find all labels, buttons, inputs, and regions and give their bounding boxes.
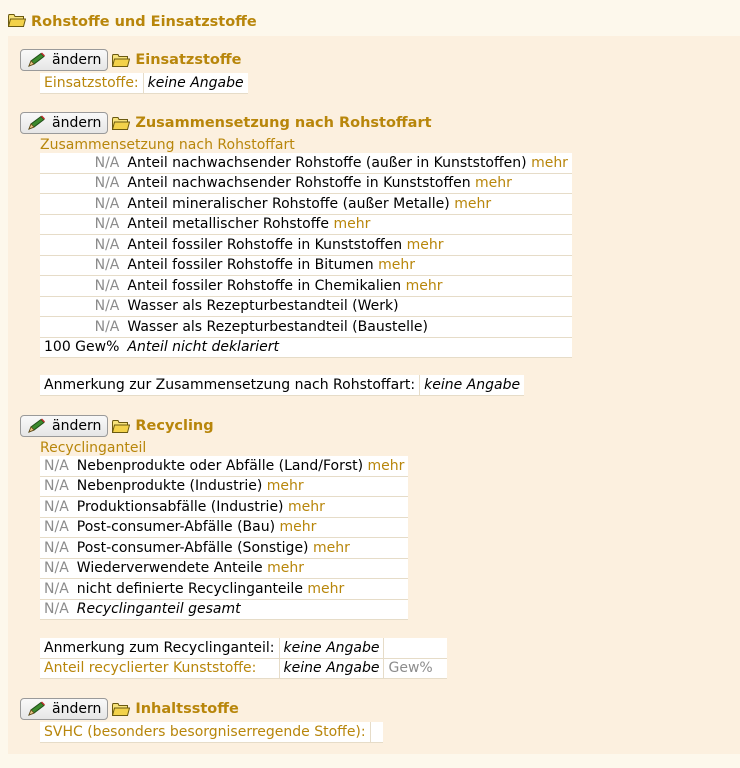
row-value: N/A (40, 153, 123, 173)
more-link[interactable]: mehr (367, 457, 405, 474)
edit-inhaltsstoffe-button[interactable]: ändern (20, 698, 108, 720)
row-value: N/A (40, 538, 73, 559)
folder-icon (112, 117, 130, 130)
row-value: N/A (40, 255, 123, 276)
page-title (8, 14, 257, 30)
einsatzstoffe-table (40, 73, 248, 94)
table-row (40, 337, 572, 358)
section-zusammensetzung-header (20, 111, 432, 135)
row-value: N/A (40, 497, 73, 518)
table-row (40, 317, 572, 338)
row-value: N/A (40, 579, 73, 600)
table-row (40, 517, 408, 538)
section-inhaltsstoffe-header (20, 697, 239, 721)
pencil-icon (27, 52, 47, 68)
inhaltsstoffe-table (40, 722, 383, 743)
pencil-icon (27, 701, 47, 717)
table-row (40, 722, 383, 742)
table-row (40, 476, 408, 497)
recycling-note-value: keine Angabe (279, 638, 384, 658)
table-row (40, 194, 572, 215)
row-value: N/A (40, 476, 73, 497)
table-row (40, 456, 408, 476)
table-row (40, 276, 572, 297)
row-value: N/A (40, 194, 123, 215)
more-link[interactable]: mehr (267, 560, 305, 577)
more-link[interactable]: mehr (307, 580, 345, 597)
section-title-recycling: Recycling (135, 418, 214, 434)
section-title-einsatzstoffe: Einsatzstoffe (135, 52, 242, 68)
table-row (40, 255, 572, 276)
note-value: keine Angabe (420, 375, 524, 395)
more-link[interactable]: mehr (406, 236, 444, 253)
row-value: N/A (40, 173, 123, 194)
table-row (40, 497, 408, 518)
folder-icon (112, 703, 130, 716)
einsatzstoffe-label: Einsatzstoffe: (40, 73, 143, 93)
more-link[interactable]: mehr (454, 195, 492, 212)
table-row (40, 214, 572, 235)
row-value: N/A (40, 276, 123, 297)
section-title-inhaltsstoffe: Inhaltsstoffe (135, 701, 239, 717)
table-row (40, 538, 408, 559)
section-title-zusammensetzung: Zusammensetzung nach Rohstoffart (135, 115, 432, 131)
folder-icon (112, 420, 130, 433)
folder-icon (112, 54, 130, 67)
edit-recycling-button[interactable]: ändern (20, 415, 108, 437)
row-label: Wasser als Rezepturbestandteil (Werk) (127, 298, 399, 315)
row-label: Anteil nachwachsender Rohstoffe in Kunststoffen (127, 175, 471, 192)
row-value: N/A (40, 456, 73, 476)
recycling-table (40, 456, 408, 620)
svhc-label: SVHC (besonders besorgniserregende Stoffe): (40, 722, 370, 742)
row-label: Anteil fossiler Rohstoffe in Bitumen (127, 257, 374, 274)
table-row (40, 73, 248, 93)
section-recycling-header (20, 414, 214, 438)
total-value: 100 Gew% (40, 337, 123, 358)
table-row (40, 599, 408, 620)
edit-einsatzstoffe-button[interactable]: ändern (20, 49, 108, 71)
row-label: Anteil fossiler Rohstoffe in Chemikalien (127, 277, 402, 294)
table-row (40, 235, 572, 256)
section-einsatzstoffe-header (20, 48, 241, 72)
row-value: N/A (40, 558, 73, 579)
row-label: Anteil nachwachsender Rohstoffe (außer in Kunststoffen) (127, 154, 527, 171)
more-link[interactable]: mehr (333, 216, 371, 233)
table-row (40, 173, 572, 194)
table-row (40, 375, 524, 395)
table-row (40, 658, 447, 679)
more-link[interactable]: mehr (266, 478, 304, 495)
table-row (40, 153, 572, 173)
more-link[interactable]: mehr (279, 519, 317, 536)
row-label: Anteil mineralischer Rohstoffe (außer Metalle) (127, 195, 450, 212)
table-row (40, 296, 572, 317)
row-label: Nebenprodukte oder Abfälle (Land/Forst) (76, 457, 364, 474)
recycling-subhead: Recyclinganteil (40, 440, 147, 456)
pencil-icon (27, 418, 47, 434)
row-value: N/A (40, 296, 123, 317)
row-label: Anteil metallischer Rohstoffe (127, 216, 329, 233)
row-label: Wasser als Rezepturbestandteil (Baustelle) (127, 318, 428, 335)
pencil-icon (27, 115, 47, 131)
row-value: N/A (40, 214, 123, 235)
table-row (40, 579, 408, 600)
table-row (40, 558, 408, 579)
row-label: Produktionsabfälle (Industrie) (76, 498, 284, 515)
note-label: Anmerkung zur Zusammensetzung nach Rohstoffart: (40, 375, 420, 395)
plastic-unit: Gew% (384, 658, 448, 679)
zusammensetzung-subhead: Zusammensetzung nach Rohstoffart (40, 137, 295, 153)
row-label: Nebenprodukte (Industrie) (76, 478, 263, 495)
row-label: Wiederverwendete Anteile (76, 560, 263, 577)
zusammensetzung-table (40, 153, 572, 358)
edit-zusammensetzung-button[interactable]: ändern (20, 112, 108, 134)
row-label: Anteil fossiler Rohstoffe in Kunststoffen (127, 236, 403, 253)
folder-icon (8, 14, 26, 27)
row-label: Post-consumer-Abfälle (Sonstige) (76, 539, 309, 556)
recycling-note-label: Anmerkung zum Recyclinganteil: (40, 638, 279, 658)
row-label: nicht definierte Recyclinganteile (76, 580, 303, 597)
plastic-label: Anteil recyclierter Kunststoffe: (40, 658, 279, 679)
more-link[interactable]: mehr (378, 257, 415, 274)
more-link[interactable]: mehr (475, 175, 512, 192)
more-link[interactable]: mehr (312, 539, 350, 556)
more-link[interactable]: mehr (287, 498, 325, 515)
recycling-note-table (40, 638, 447, 679)
more-link[interactable]: mehr (531, 154, 568, 171)
more-link[interactable]: mehr (405, 277, 443, 294)
einsatzstoffe-value: keine Angabe (143, 73, 247, 93)
row-value: N/A (40, 317, 123, 338)
row-label: Post-consumer-Abfälle (Bau) (76, 519, 276, 536)
plastic-value: keine Angabe (279, 658, 384, 679)
row-value: N/A (40, 517, 73, 538)
row-value: N/A (40, 235, 123, 256)
table-row (40, 638, 447, 658)
page-title-text: Rohstoffe und Einsatzstoffe (31, 14, 257, 30)
recycling-total-label: Recyclinganteil gesamt (73, 599, 409, 620)
zusammensetzung-note-table (40, 375, 524, 396)
recycling-total-value: N/A (40, 599, 73, 620)
total-label: Anteil nicht deklariert (123, 337, 572, 358)
